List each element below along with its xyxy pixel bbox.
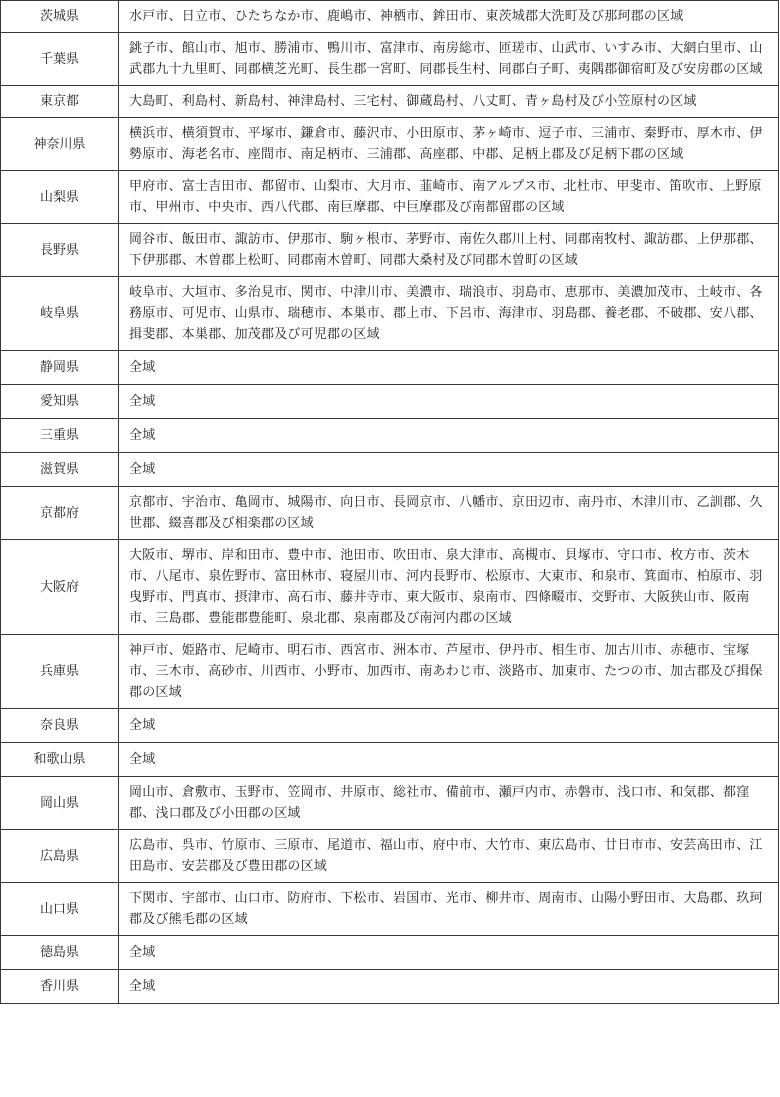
prefecture-name: 奈良県 [1,709,119,743]
prefecture-name: 京都府 [1,487,119,540]
area-list: 横浜市、横須賀市、平塚市、鎌倉市、藤沢市、小田原市、茅ヶ崎市、逗子市、三浦市、秦野市、厚木市、伊勢原市、海老名市、座間市、南足柄市、三浦郡、高座郡、中郡、足柄上郡及び足柄下郡の区域 [119,118,779,171]
table-row [1,830,779,883]
table-row [1,277,779,351]
area-list: 岐阜市、大垣市、多治見市、関市、中津川市、美濃市、瑞浪市、羽島市、恵那市、美濃加茂市、土岐市、各務原市、可児市、山県市、瑞穂市、本巣市、郡上市、下呂市、海津市、羽島郡、養老郡、不破郡、安八郡、揖斐郡、本巣郡、加茂郡及び可児郡の区域 [119,277,779,351]
table-row [1,224,779,277]
area-list: 下関市、宇部市、山口市、防府市、下松市、岩国市、光市、柳井市、周南市、山陽小野田市、大島郡、玖珂郡及び熊毛郡の区域 [119,883,779,936]
area-list: 全域 [119,970,779,1004]
area-list: 全域 [119,743,779,777]
table-row [1,171,779,224]
area-list: 京都市、宇治市、亀岡市、城陽市、向日市、長岡京市、八幡市、京田辺市、南丹市、木津川市、乙訓郡、久世郡、綴喜郡及び相楽郡の区域 [119,487,779,540]
area-list: 全域 [119,385,779,419]
area-list: 全域 [119,709,779,743]
prefecture-name: 岐阜県 [1,277,119,351]
prefecture-name: 千葉県 [1,33,119,86]
table-row [1,709,779,743]
area-list: 全域 [119,419,779,453]
prefecture-name: 静岡県 [1,351,119,385]
table-row [1,118,779,171]
table-row [1,419,779,453]
area-list: 全域 [119,936,779,970]
area-list: 岡谷市、飯田市、諏訪市、伊那市、駒ヶ根市、茅野市、南佐久郡川上村、同郡南牧村、諏訪郡、上伊那郡、下伊那郡、木曽郡上松町、同郡南木曽町、同郡大桑村及び同郡木曽町の区域 [119,224,779,277]
table-row [1,385,779,419]
table-row [1,1,779,33]
table-row [1,33,779,86]
prefecture-name: 茨城県 [1,1,119,33]
prefecture-name: 愛知県 [1,385,119,419]
prefecture-name: 広島県 [1,830,119,883]
area-list: 全域 [119,351,779,385]
prefecture-name: 和歌山県 [1,743,119,777]
table-row [1,487,779,540]
prefecture-name: 山梨県 [1,171,119,224]
prefecture-name: 徳島県 [1,936,119,970]
prefecture-name: 長野県 [1,224,119,277]
area-list: 全域 [119,453,779,487]
prefecture-name: 滋賀県 [1,453,119,487]
area-list: 大阪市、堺市、岸和田市、豊中市、池田市、吹田市、泉大津市、高槻市、貝塚市、守口市、枚方市、茨木市、八尾市、泉佐野市、富田林市、寝屋川市、河内長野市、松原市、大東市、和泉市、箕面市、柏原市、羽曳野市、門真市、摂津市、高石市、藤井寺市、東大阪市、泉南市、四條畷市、交野市、大阪狭山市、阪南市、三島郡、豊能郡豊能町、泉北郡、泉南郡及び南河内郡の区域 [119,540,779,635]
prefecture-name: 大阪府 [1,540,119,635]
prefecture-name: 山口県 [1,883,119,936]
area-list: 銚子市、館山市、旭市、勝浦市、鴨川市、富津市、南房総市、匝瑳市、山武市、いすみ市、大網白里市、山武郡九十九里町、同郡横芝光町、長生郡一宮町、同郡長生村、同郡白子町、夷隅郡御宿町及び安房郡の区域 [119,33,779,86]
table-row [1,540,779,635]
area-list: 広島市、呉市、竹原市、三原市、尾道市、福山市、府中市、大竹市、東広島市、廿日市市、安芸高田市、江田島市、安芸郡及び豊田郡の区域 [119,830,779,883]
table-row [1,453,779,487]
table-row [1,777,779,830]
area-list: 水戸市、日立市、ひたちなか市、鹿嶋市、神栖市、鉾田市、東茨城郡大洗町及び那珂郡の区域 [119,1,779,33]
table-row [1,635,779,709]
table-row [1,86,779,118]
table-row [1,743,779,777]
area-list: 大島町、利島村、新島村、神津島村、三宅村、御蔵島村、八丈町、青ヶ島村及び小笠原村の区域 [119,86,779,118]
prefecture-name: 兵庫県 [1,635,119,709]
prefecture-name: 三重県 [1,419,119,453]
table-row [1,883,779,936]
prefecture-name: 岡山県 [1,777,119,830]
table-row [1,936,779,970]
table-row [1,970,779,1004]
area-list: 岡山市、倉敷市、玉野市、笠岡市、井原市、総社市、備前市、瀬戸内市、赤磐市、浅口市、和気郡、都窪郡、浅口郡及び小田郡の区域 [119,777,779,830]
prefecture-name: 香川県 [1,970,119,1004]
area-list: 甲府市、富士吉田市、都留市、山梨市、大月市、韮崎市、南アルプス市、北杜市、甲斐市、笛吹市、上野原市、甲州市、中央市、西八代郡、南巨摩郡、中巨摩郡及び南都留郡の区域 [119,171,779,224]
table-row [1,351,779,385]
area-list: 神戸市、姫路市、尼崎市、明石市、西宮市、洲本市、芦屋市、伊丹市、相生市、加古川市、赤穂市、宝塚市、三木市、高砂市、川西市、小野市、加西市、南あわじ市、淡路市、加東市、たつの市、加古郡及び揖保郡の区域 [119,635,779,709]
prefecture-name: 神奈川県 [1,118,119,171]
prefecture-name: 東京都 [1,86,119,118]
